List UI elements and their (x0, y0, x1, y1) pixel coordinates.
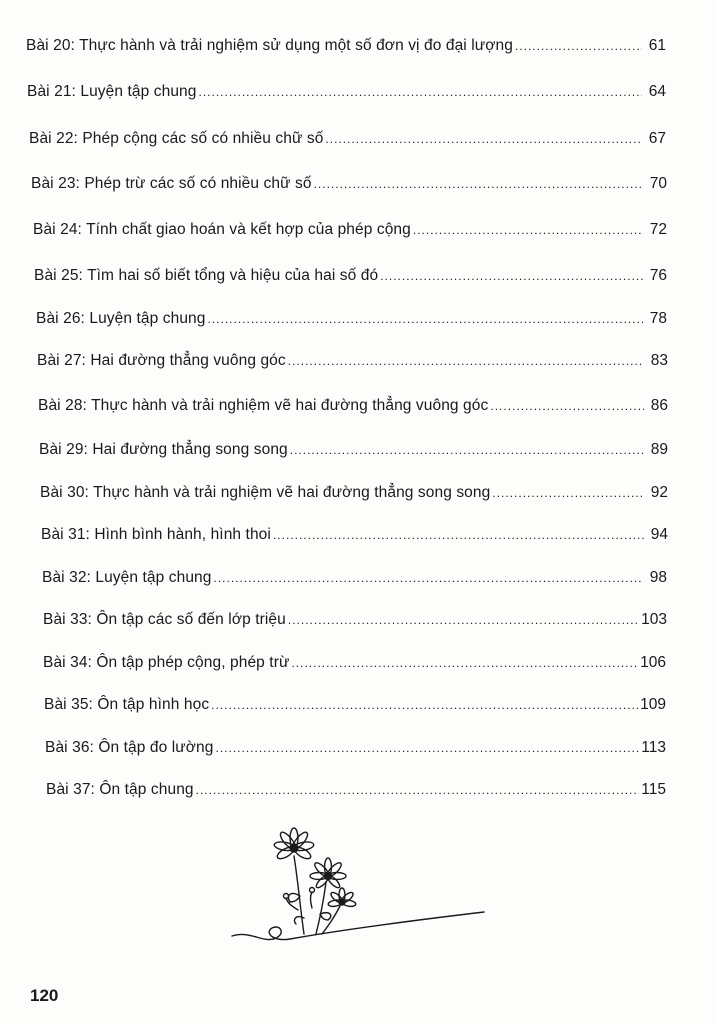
toc-entry-page: 78 (649, 310, 667, 327)
toc-entry-31 (41, 523, 668, 547)
toc-entry-36 (45, 736, 666, 760)
toc-entry-page: 89 (650, 441, 668, 458)
toc-entry-25 (34, 264, 667, 288)
toc-leader-dots (290, 438, 644, 462)
toc-leader-dots (314, 172, 643, 196)
toc-entry-29 (39, 438, 668, 462)
toc-leader-dots (288, 608, 639, 632)
toc-entry-label: Bài 28: Thực hành và trải nghiệm vẽ hai đường thẳng vuông góc (38, 397, 489, 414)
toc-entry-label: Bài 24: Tính chất giao hoán và kết hợp của phép cộng (33, 221, 411, 238)
toc-entry-label: Bài 21: Luyện tập chung (27, 83, 197, 100)
page-number: 120 (30, 986, 59, 1005)
toc-entry-label: Bài 36: Ôn tập đo lường (45, 739, 214, 756)
toc-leader-dots (492, 481, 644, 505)
toc-leader-dots (215, 736, 639, 760)
toc-entry-page: 67 (648, 130, 666, 147)
toc-entry-27 (37, 349, 668, 373)
toc-entry-label: Bài 34: Ôn tập phép cộng, phép trừ (43, 654, 290, 671)
toc-entry-30 (40, 481, 668, 505)
toc-entry-label: Bài 25: Tìm hai số biết tổng và hiệu của hai số đó (34, 267, 379, 284)
toc-entry-page: 92 (650, 484, 668, 501)
toc-entry-label: Bài 35: Ôn tập hình học (44, 696, 210, 713)
toc-entry-label: Bài 29: Hai đường thẳng song song (39, 441, 288, 458)
toc-entry-page: 106 (640, 654, 666, 671)
toc-entry-page: 76 (649, 267, 667, 284)
toc-leader-dots (291, 651, 638, 675)
toc-entry-page: 115 (641, 781, 666, 798)
toc-entry-26 (36, 307, 667, 331)
toc-entry-page: 64 (648, 83, 666, 100)
toc-entry-page: 113 (641, 739, 666, 756)
toc-leader-dots (214, 566, 644, 590)
toc-entry-32 (42, 566, 667, 590)
toc-leader-dots (515, 34, 642, 58)
toc-entry-page: 86 (650, 397, 668, 414)
toc-entry-33 (43, 608, 667, 632)
toc-entry-label: Bài 22: Phép cộng các số có nhiều chữ số (29, 130, 324, 147)
toc-entry-label: Bài 27: Hai đường thẳng vuông góc (37, 352, 286, 369)
toc-entry-page: 98 (649, 569, 667, 586)
toc-leader-dots (196, 778, 640, 802)
toc-entry-page: 70 (649, 175, 667, 192)
toc-entry-20 (26, 34, 666, 58)
toc-leader-dots (288, 349, 644, 373)
toc-entry-page: 103 (641, 611, 667, 628)
toc-entry-page: 72 (649, 221, 667, 238)
toc-entry-24 (33, 218, 667, 242)
toc-entry-label: Bài 32: Luyện tập chung (42, 569, 212, 586)
toc-entry-35 (44, 693, 666, 717)
toc-entry-23 (31, 172, 667, 196)
toc-entry-21 (27, 80, 666, 104)
toc-leader-dots (490, 394, 644, 418)
toc-leader-dots (199, 80, 643, 104)
toc-entry-label: Bài 20: Thực hành và trải nghiệm sử dụng một số đơn vị đo đại lượng (26, 37, 513, 54)
toc-entry-34 (43, 651, 666, 675)
toc-entry-28 (38, 394, 668, 418)
toc-leader-dots (380, 264, 643, 288)
toc-entry-page: 109 (640, 696, 666, 713)
toc-leader-dots (413, 218, 643, 242)
toc-entry-label: Bài 26: Luyện tập chung (36, 310, 206, 327)
toc-leader-dots (208, 307, 644, 331)
toc-entry-page: 94 (650, 526, 668, 543)
toc-entry-37 (46, 778, 666, 802)
toc-entry-label: Bài 37: Ôn tập chung (46, 781, 194, 798)
toc-entry-label: Bài 30: Thực hành và trải nghiệm vẽ hai đường thẳng song song (40, 484, 491, 501)
toc-leader-dots (273, 523, 644, 547)
toc-leader-dots (325, 127, 642, 151)
toc-entry-22 (29, 127, 666, 151)
toc-entry-page: 83 (650, 352, 668, 369)
toc-entry-label: Bài 31: Hình bình hành, hình thoi (41, 526, 271, 543)
flower-line-art-icon (230, 826, 486, 950)
toc-entry-label: Bài 23: Phép trừ các số có nhiều chữ số (31, 175, 312, 192)
toc-leader-dots (211, 693, 638, 717)
toc-entry-label: Bài 33: Ôn tập các số đến lớp triệu (43, 611, 286, 628)
toc-entry-page: 61 (648, 37, 666, 54)
